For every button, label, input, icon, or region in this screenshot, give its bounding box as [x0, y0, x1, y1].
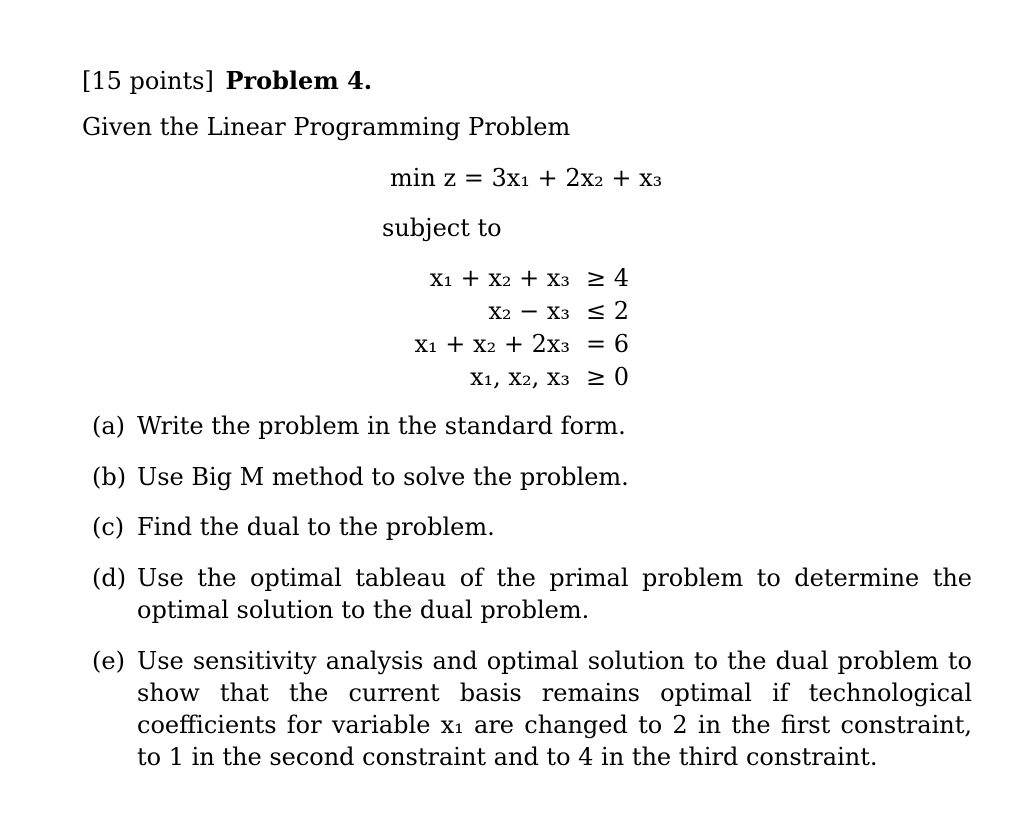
- constraints-table: [400, 262, 629, 394]
- constraints-block: [400, 262, 629, 394]
- part-label: (c): [92, 513, 125, 541]
- objective-function: min z = 3x₁ + 2x₂ + x₃: [390, 164, 663, 192]
- part-text: Write the problem in the standard form.: [137, 412, 626, 440]
- part-label: (d): [92, 564, 127, 592]
- intro-text: Given the Linear Programming Problem: [82, 113, 571, 141]
- part-label: (e): [92, 647, 125, 675]
- part-label: (a): [92, 412, 126, 440]
- constraint-lhs: x₁ + x₂ + 2x₃: [414, 330, 570, 358]
- part-text: Use Big M method to solve the problem.: [137, 463, 629, 491]
- problem-title: Problem 4.: [225, 66, 373, 95]
- constraint-lhs: x₁ + x₂ + x₃: [429, 264, 570, 292]
- constraint-row: [400, 295, 629, 328]
- subject-to-label: subject to: [382, 214, 502, 242]
- constraint-rhs: ≥ 0: [586, 363, 630, 391]
- constraint-row: [400, 328, 629, 361]
- constraint-rhs: ≤ 2: [586, 297, 630, 325]
- points-label: [15 points]: [82, 67, 214, 95]
- problem-header: [82, 66, 372, 95]
- constraint-rhs: ≥ 4: [586, 264, 630, 292]
- constraint-rhs: = 6: [586, 330, 630, 358]
- constraint-lhs: x₂ − x₃: [488, 297, 570, 325]
- constraint-row: [400, 361, 629, 394]
- part-text: Use the optimal tableau of the primal problem to determine the optimal solution to the dual problem.: [137, 564, 972, 624]
- constraint-row: [400, 262, 629, 295]
- constraint-lhs: x₁, x₂, x₃: [470, 363, 570, 391]
- part-label: (b): [92, 463, 127, 491]
- part-text: Find the dual to the problem.: [137, 513, 495, 541]
- part-text: Use sensitivity analysis and optimal solution to the dual problem to show that the current basis remains optimal if technological coefficients for variable x₁ are changed to 2 in the first constraint, to 1 in the second constraint and to 4 in the third constraint.: [137, 647, 972, 771]
